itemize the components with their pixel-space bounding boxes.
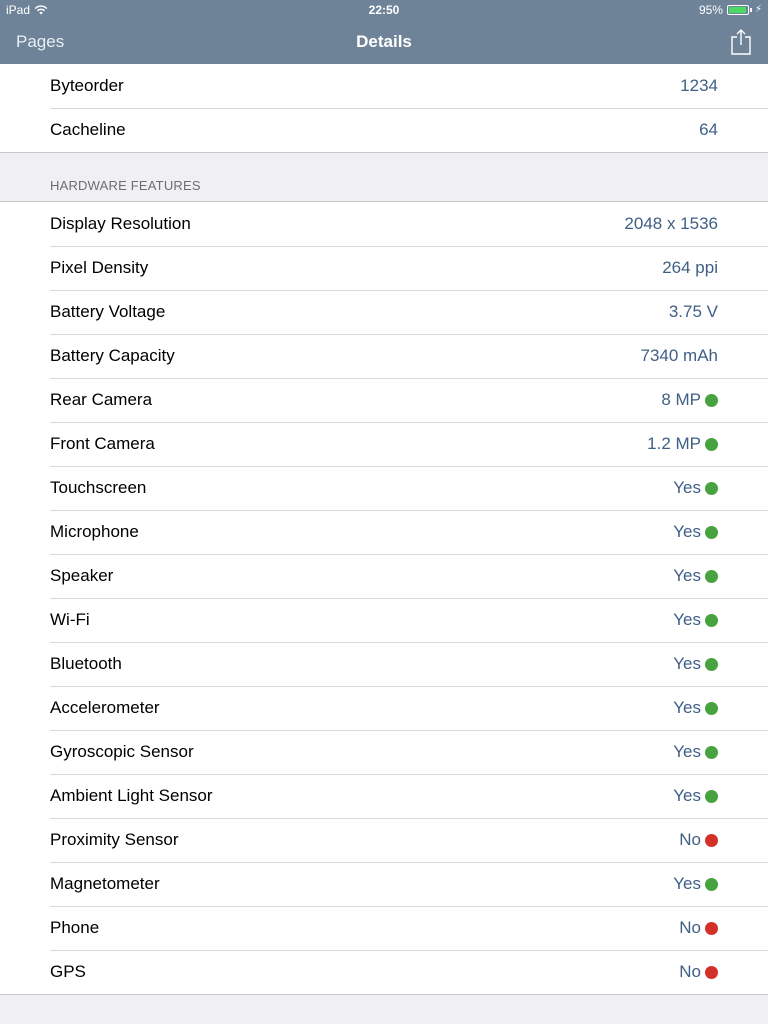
status-red-dot-icon: [705, 966, 718, 979]
row-label: Rear Camera: [50, 390, 153, 409]
row-value-text: 2048 x 1536: [624, 214, 718, 233]
row-label: Cacheline: [50, 120, 126, 139]
battery-icon: [727, 5, 749, 15]
row-label: Bluetooth: [50, 654, 122, 673]
status-green-dot-icon: [705, 614, 718, 627]
row-gyroscopic-sensor: [0, 730, 768, 774]
row-value: [679, 906, 700, 950]
status-green-dot-icon: [705, 394, 718, 407]
status-right: [699, 0, 762, 20]
row-phone: [0, 906, 768, 950]
row-label: Battery Voltage: [50, 302, 166, 321]
device-name: iPad: [6, 3, 31, 17]
page-title: Details: [356, 32, 412, 51]
row-value-text: 64: [699, 120, 718, 139]
row-value-text: Yes: [673, 566, 701, 585]
row-battery-capacity: [0, 334, 768, 378]
row-value-text: 8 MP: [661, 390, 701, 409]
row-label: Proximity Sensor: [50, 830, 179, 849]
row-cacheline: [0, 108, 768, 152]
row-value: [641, 334, 719, 378]
row-value: [679, 818, 700, 862]
status-green-dot-icon: [705, 658, 718, 671]
row-gps: [0, 950, 768, 994]
row-value-text: Yes: [673, 698, 701, 717]
row-byteorder: [0, 64, 768, 108]
row-value: [699, 108, 718, 152]
row-label: Front Camera: [50, 434, 155, 453]
row-battery-voltage: [0, 290, 768, 334]
status-green-dot-icon: [705, 482, 718, 495]
back-button[interactable]: Pages: [16, 32, 65, 51]
row-label: Ambient Light Sensor: [50, 786, 213, 805]
status-green-dot-icon: [705, 438, 718, 451]
row-value-text: 264 ppi: [662, 258, 718, 277]
status-red-dot-icon: [705, 922, 718, 935]
row-value: [673, 774, 700, 818]
row-value-text: No: [679, 918, 701, 937]
row-value: [624, 202, 718, 246]
row-proximity-sensor: [0, 818, 768, 862]
row-value-text: 1234: [680, 76, 718, 95]
row-value: [673, 554, 700, 598]
row-label: Wi-Fi: [50, 610, 90, 629]
row-label: Phone: [50, 918, 100, 937]
row-value-text: No: [679, 830, 701, 849]
row-value-text: 7340 mAh: [640, 346, 718, 365]
row-value-text: No: [679, 962, 701, 981]
row-label: Microphone: [50, 522, 139, 541]
row-touchscreen: [0, 466, 768, 510]
row-magnetometer: [0, 862, 768, 906]
row-rear-camera: [0, 378, 768, 422]
row-pixel-density: [0, 246, 768, 290]
status-bar: [0, 0, 768, 20]
status-green-dot-icon: [705, 526, 718, 539]
row-value-text: Yes: [673, 874, 701, 893]
row-value: [679, 950, 700, 994]
row-front-camera: [0, 422, 768, 466]
row-label: Touchscreen: [50, 478, 147, 497]
row-microphone: [0, 510, 768, 554]
row-value-text: Yes: [673, 478, 701, 497]
status-green-dot-icon: [705, 878, 718, 891]
row-value-text: Yes: [673, 742, 701, 761]
row-bluetooth: [0, 642, 768, 686]
status-green-dot-icon: [705, 570, 718, 583]
row-label: Battery Capacity: [50, 346, 175, 365]
row-value: [673, 466, 700, 510]
row-value: [673, 862, 700, 906]
hardware-section-gap: [0, 153, 768, 201]
battery-percent: 95%: [698, 3, 723, 17]
navigation-bar: [0, 20, 768, 64]
row-value: [662, 246, 718, 290]
row-label: Display Resolution: [50, 214, 191, 233]
hardware-group: [0, 201, 768, 995]
row-label: Accelerometer: [50, 698, 160, 717]
share-icon[interactable]: [730, 29, 752, 55]
row-value: [680, 64, 718, 108]
row-display-resolution: [0, 202, 768, 246]
status-green-dot-icon: [705, 702, 718, 715]
status-green-dot-icon: [705, 790, 718, 803]
row-label: Gyroscopic Sensor: [50, 742, 194, 761]
charging-bolt-icon: ⚡: [754, 4, 762, 15]
row-value-text: 1.2 MP: [647, 434, 701, 453]
row-label: Magnetometer: [50, 874, 160, 893]
details-content: [0, 64, 768, 995]
row-value: [673, 686, 700, 730]
row-value: [673, 510, 700, 554]
row-value-text: Yes: [673, 654, 701, 673]
hardware-section-header: HARDWARE FEATURES: [50, 178, 201, 193]
row-speaker: [0, 554, 768, 598]
row-value: [673, 730, 700, 774]
status-red-dot-icon: [705, 834, 718, 847]
row-label: Pixel Density: [50, 258, 149, 277]
row-value-text: Yes: [673, 522, 701, 541]
row-value: [647, 422, 700, 466]
row-label: GPS: [50, 962, 86, 981]
row-value-text: 3.75 V: [668, 302, 718, 321]
row-value-text: Yes: [673, 786, 701, 805]
row-value: [669, 290, 718, 334]
row-wi-fi: [0, 598, 768, 642]
row-accelerometer: [0, 686, 768, 730]
row-value-text: Yes: [673, 610, 701, 629]
row-label: Byteorder: [50, 76, 124, 95]
row-value: [661, 378, 700, 422]
row-label: Speaker: [50, 566, 114, 585]
row-value: [673, 598, 700, 642]
status-time: 22:50: [368, 3, 400, 17]
row-value: [673, 642, 700, 686]
status-green-dot-icon: [705, 746, 718, 759]
row-ambient-light-sensor: [0, 774, 768, 818]
battery-fill: [729, 7, 746, 13]
cpu-group: [0, 64, 768, 153]
top-bar: [0, 0, 768, 64]
